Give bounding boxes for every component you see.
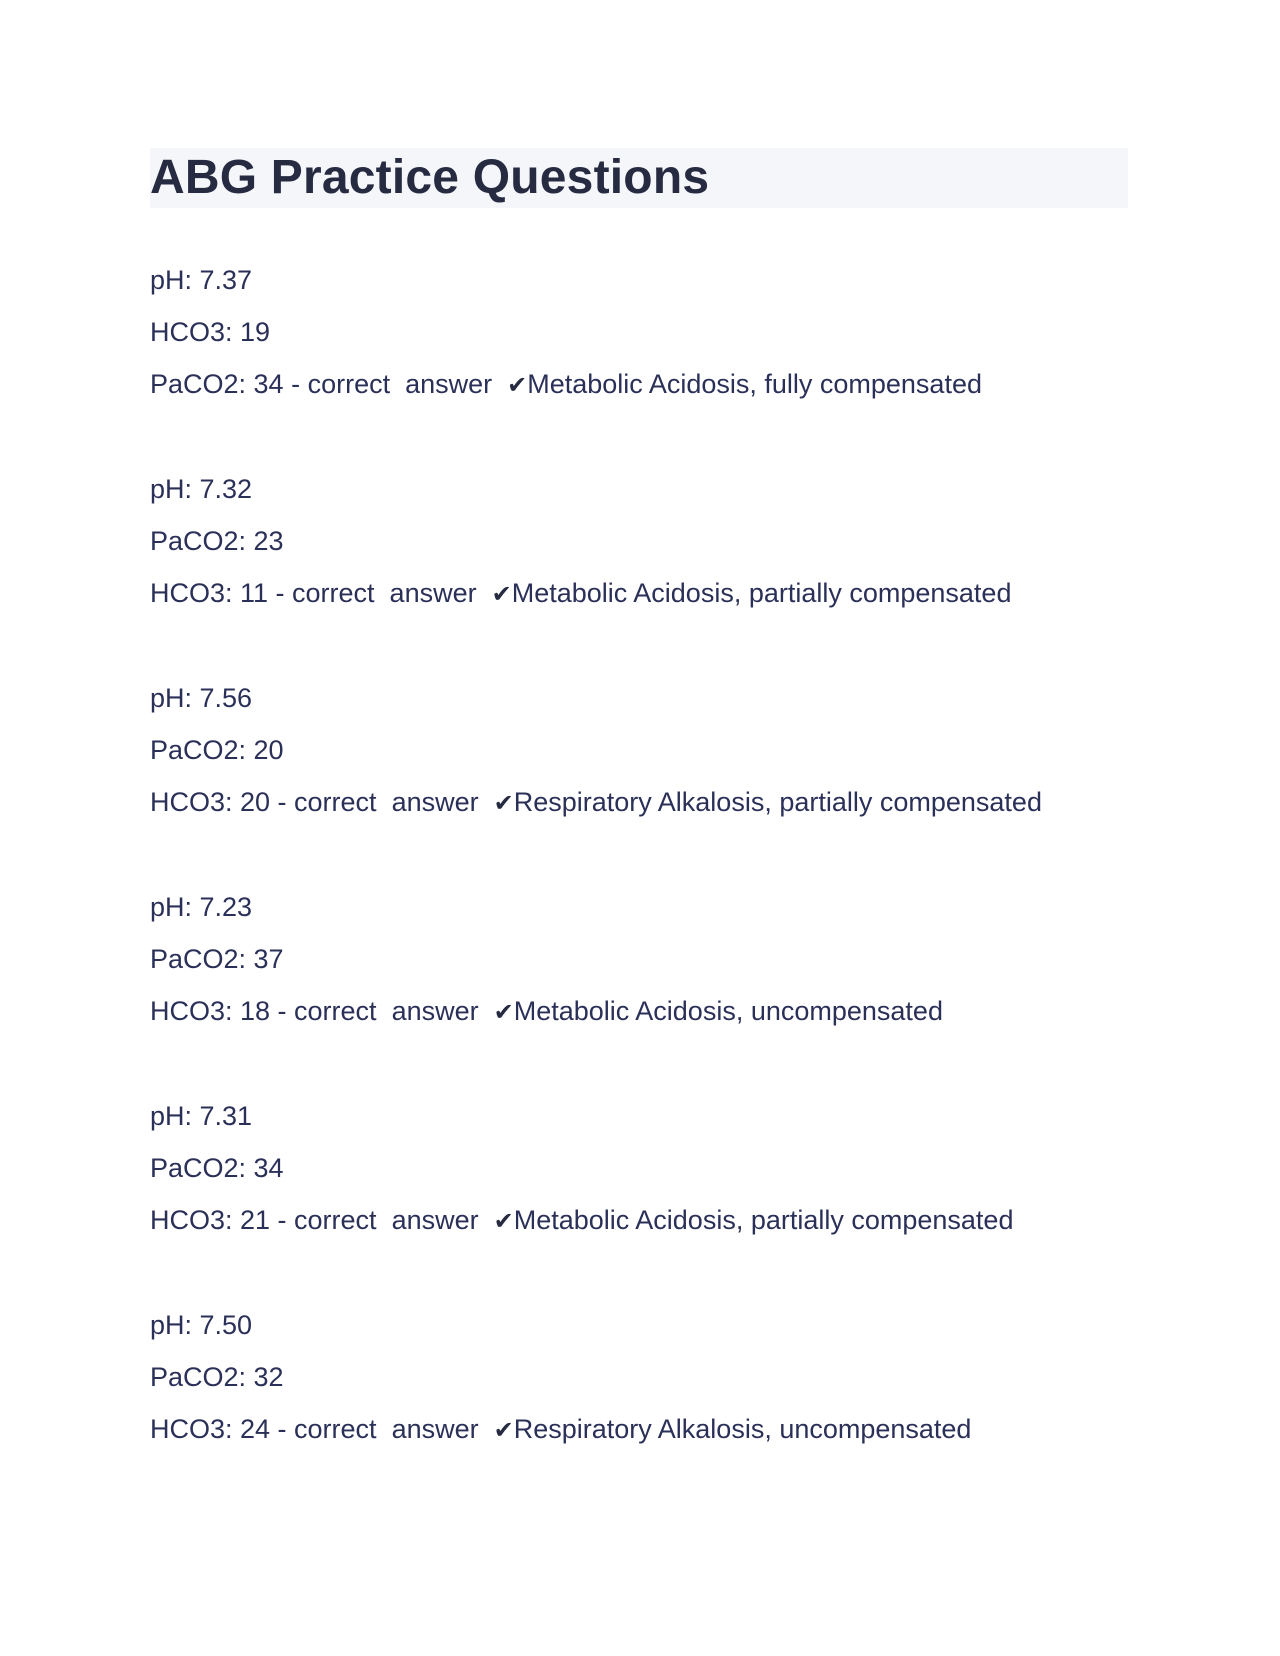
lab-value: PaCO2: 23 <box>150 526 284 556</box>
lab-value: HCO3: 19 <box>150 317 271 347</box>
answer-line <box>150 1194 1128 1247</box>
lab-value: PaCO2: 20 <box>150 735 284 765</box>
correct-answer: Metabolic Acidosis, partially compensated <box>511 578 1012 608</box>
lab-value-prefix: HCO3: 18 - correct answer <box>150 996 494 1026</box>
lab-value: PaCO2: 37 <box>150 944 284 974</box>
answer-line <box>150 358 1128 411</box>
question-block <box>150 254 1128 411</box>
answer-line <box>150 985 1128 1038</box>
ph-value: pH: 7.31 <box>150 1101 253 1131</box>
lab-value-prefix: HCO3: 24 - correct answer <box>150 1414 494 1444</box>
answer-line <box>150 567 1128 620</box>
check-mark-icon: ✔ <box>493 1207 514 1235</box>
ph-value: pH: 7.56 <box>150 683 253 713</box>
check-mark-icon: ✔ <box>493 789 514 817</box>
question-block <box>150 881 1128 1038</box>
lab-value-prefix: HCO3: 20 - correct answer <box>150 787 494 817</box>
check-mark-icon: ✔ <box>507 371 528 399</box>
check-mark-icon: ✔ <box>493 998 514 1026</box>
question-block <box>150 1090 1128 1247</box>
answer-line <box>150 1403 1128 1456</box>
lab-value-prefix: PaCO2: 34 - correct answer <box>150 369 508 399</box>
question-block <box>150 1299 1128 1456</box>
ph-value: pH: 7.32 <box>150 474 253 504</box>
correct-answer: Respiratory Alkalosis, uncompensated <box>513 1414 972 1444</box>
question-block <box>150 463 1128 620</box>
correct-answer: Metabolic Acidosis, fully compensated <box>527 369 982 399</box>
correct-answer: Respiratory Alkalosis, partially compensated <box>513 787 1042 817</box>
question-block <box>150 672 1128 829</box>
ph-value: pH: 7.50 <box>150 1310 253 1340</box>
lab-value-prefix: HCO3: 21 - correct answer <box>150 1205 494 1235</box>
check-mark-icon: ✔ <box>491 580 512 608</box>
lab-value: PaCO2: 34 <box>150 1153 284 1183</box>
page-title: ABG Practice Questions <box>150 151 710 204</box>
lab-value-prefix: HCO3: 11 - correct answer <box>150 578 492 608</box>
ph-value: pH: 7.37 <box>150 265 253 295</box>
correct-answer: Metabolic Acidosis, uncompensated <box>513 996 943 1026</box>
title-banner <box>150 148 1128 208</box>
correct-answer: Metabolic Acidosis, partially compensated <box>513 1205 1014 1235</box>
answer-line <box>150 776 1128 829</box>
lab-value: PaCO2: 32 <box>150 1362 284 1392</box>
document-page <box>150 148 1128 1508</box>
questions-list <box>150 254 1128 1456</box>
check-mark-icon: ✔ <box>493 1416 514 1444</box>
ph-value: pH: 7.23 <box>150 892 253 922</box>
